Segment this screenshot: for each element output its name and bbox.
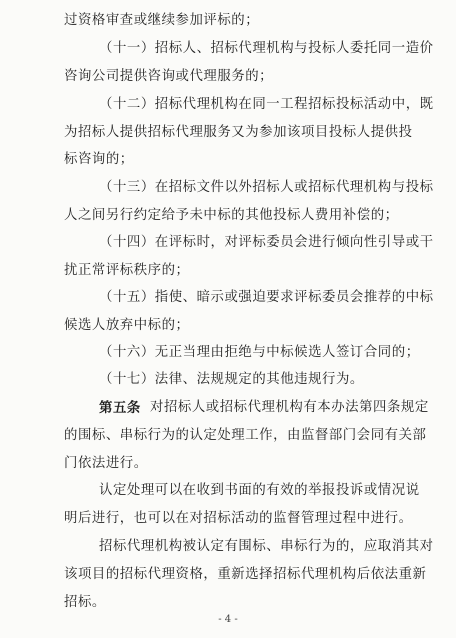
text-line: （十一）招标人、招标代理机构与投标人委托同一造价 [99, 41, 434, 56]
text-line: （十四）在评标时，对评标委员会进行倾向性引导或干 [99, 235, 434, 250]
text-line: 招标。 [64, 595, 106, 610]
text-line: （十七）法律、法规规定的其他违规行为。 [99, 372, 364, 387]
text-line: 对招标人或招标代理机构有本办法第四条规定 [150, 400, 429, 415]
text-line: 的围标、串标行为的认定处理工作，由监督部门会同有关部 [64, 428, 427, 443]
text-line: 过资格审查或继续参加评标的； [64, 13, 260, 28]
text-line: 标咨询的； [64, 152, 134, 167]
text-line: 门依法进行。 [64, 456, 148, 471]
text-line: （十二）招标代理机构在同一工程招标投标活动中，既 [99, 97, 434, 112]
text-line: 招标代理机构被认定有围标、串标行为的，应取消其对 [99, 539, 434, 554]
page-number: - 4 - [218, 614, 238, 625]
text-line: （十五）指使、暗示或强迫要求评标委员会推荐的中标 [99, 290, 434, 305]
text-line: （十六）无正当理由拒绝与中标候选人签订合同的； [99, 345, 420, 360]
text-line: 明后进行，也可以在对招标活动的监督管理过程中进行。 [64, 511, 413, 526]
article-heading: 第五条 [99, 400, 141, 416]
text-line: 咨询公司提供咨询或代理服务的； [64, 69, 274, 84]
text-line: 扰正常评标秩序的； [64, 263, 190, 278]
text-line: 为招标人提供招标代理服务又为参加该项目投标人提供投 [64, 125, 413, 140]
text-line: 认定处理可以在收到书面的有效的举报投诉或情况说 [99, 483, 420, 498]
text-line: 人之间另行约定给予未中标的其他投标人费用补偿的； [64, 208, 399, 223]
text-line: 该项目的招标代理资格，重新选择招标代理机构后依法重新 [64, 567, 427, 582]
text-line: 候选人放弃中标的； [64, 318, 190, 333]
text-line: （十三）在招标文件以外招标人或招标代理机构与投标 [99, 180, 434, 195]
